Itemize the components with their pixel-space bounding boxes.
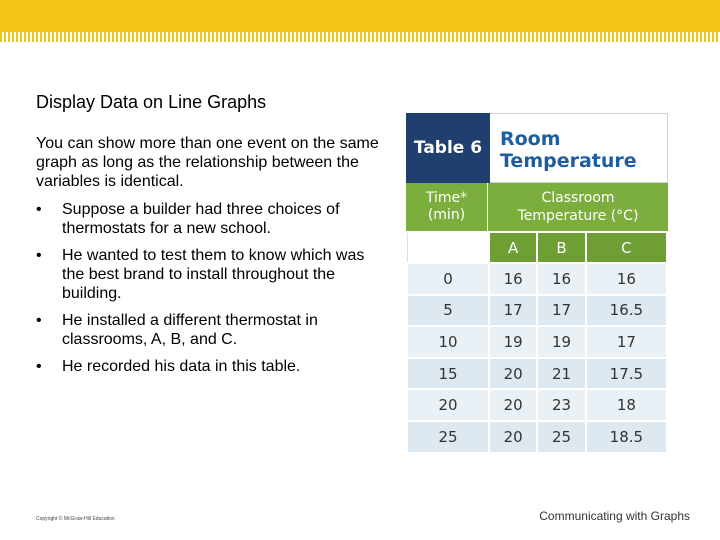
- temperature-cell: 20: [489, 389, 537, 421]
- temperature-cell: 18.5: [586, 421, 667, 453]
- bullet-text: He wanted to test them to know which was the best brand to install throughout the building.: [62, 247, 365, 302]
- classroom-subheader-row: [407, 232, 667, 263]
- table-row: [407, 358, 667, 390]
- temperature-cell: 20: [489, 421, 537, 453]
- classroom-header-cell: A: [489, 232, 537, 263]
- top-color-band: [0, 0, 720, 32]
- table-row: [407, 263, 667, 295]
- temperature-cell: 23: [537, 389, 585, 421]
- bullet-item: [36, 357, 386, 376]
- time-column-header: [406, 183, 488, 231]
- temperature-cell: 16.5: [586, 295, 667, 327]
- temperature-cell: 19: [489, 326, 537, 358]
- table-number-label: Table 6: [406, 113, 490, 183]
- bullet-marker: •: [36, 358, 42, 375]
- bullet-item: [36, 311, 386, 349]
- time-cell: 10: [407, 326, 489, 358]
- room-temperature-table-figure: [406, 113, 668, 457]
- temperature-cell: 17: [586, 326, 667, 358]
- table-caption: [490, 113, 668, 183]
- slide-title: Display Data on Line Graphs: [36, 92, 267, 112]
- temperature-cell: 20: [489, 358, 537, 390]
- temperature-cell: 17: [489, 295, 537, 327]
- bullet-text: He recorded his data in this table.: [62, 358, 301, 375]
- time-cell: 25: [407, 421, 489, 453]
- time-cell: 0: [407, 263, 489, 295]
- temperature-cell: 16: [537, 263, 585, 295]
- temperature-cell: 17: [537, 295, 585, 327]
- data-table: [406, 231, 668, 454]
- table-caption-line: Temperature: [500, 150, 637, 172]
- empty-header-cell: [407, 232, 489, 263]
- footer-chapter-title: Communicating with Graphs: [539, 509, 690, 523]
- table-row: [407, 421, 667, 453]
- temperature-column-header: [488, 183, 668, 231]
- time-header-line: Time*: [425, 190, 468, 206]
- bullet-text: He installed a different thermostat in classrooms, A, B, and C.: [62, 312, 318, 348]
- temperature-cell: 25: [537, 421, 585, 453]
- time-header-line: (min): [427, 207, 466, 223]
- column-header-row: [406, 183, 668, 231]
- temperature-header-line: Temperature (°C): [517, 208, 639, 224]
- time-cell: 5: [407, 295, 489, 327]
- bullet-marker: •: [36, 312, 42, 329]
- temperature-cell: 17.5: [586, 358, 667, 390]
- time-cell: 20: [407, 389, 489, 421]
- bullet-marker: •: [36, 247, 42, 264]
- temperature-cell: 16: [586, 263, 667, 295]
- table-row: [407, 295, 667, 327]
- bullet-marker: •: [36, 201, 42, 218]
- table-row: [407, 326, 667, 358]
- table-header-block: [406, 113, 668, 183]
- temperature-cell: 18: [586, 389, 667, 421]
- table-caption-line: Room: [500, 128, 561, 150]
- top-stripe-band: [0, 32, 720, 42]
- temperature-cell: 16: [489, 263, 537, 295]
- table-row: [407, 389, 667, 421]
- bullet-list: [36, 200, 386, 376]
- temperature-cell: 21: [537, 358, 585, 390]
- temperature-header-line: Classroom: [541, 190, 615, 206]
- copyright-notice: Copyright © McGraw-Hill Education: [36, 516, 115, 522]
- temperature-cell: 19: [537, 326, 585, 358]
- classroom-header-cell: C: [586, 232, 667, 263]
- bullet-text: Suppose a builder had three choices of thermostats for a new school.: [62, 201, 340, 237]
- intro-paragraph: You can show more than one event on the same graph as long as the relationship between the variables is identical.: [36, 135, 379, 190]
- bullet-item: [36, 246, 386, 303]
- slide-body: [36, 134, 386, 384]
- time-cell: 15: [407, 358, 489, 390]
- bullet-item: [36, 200, 386, 238]
- classroom-header-cell: B: [537, 232, 585, 263]
